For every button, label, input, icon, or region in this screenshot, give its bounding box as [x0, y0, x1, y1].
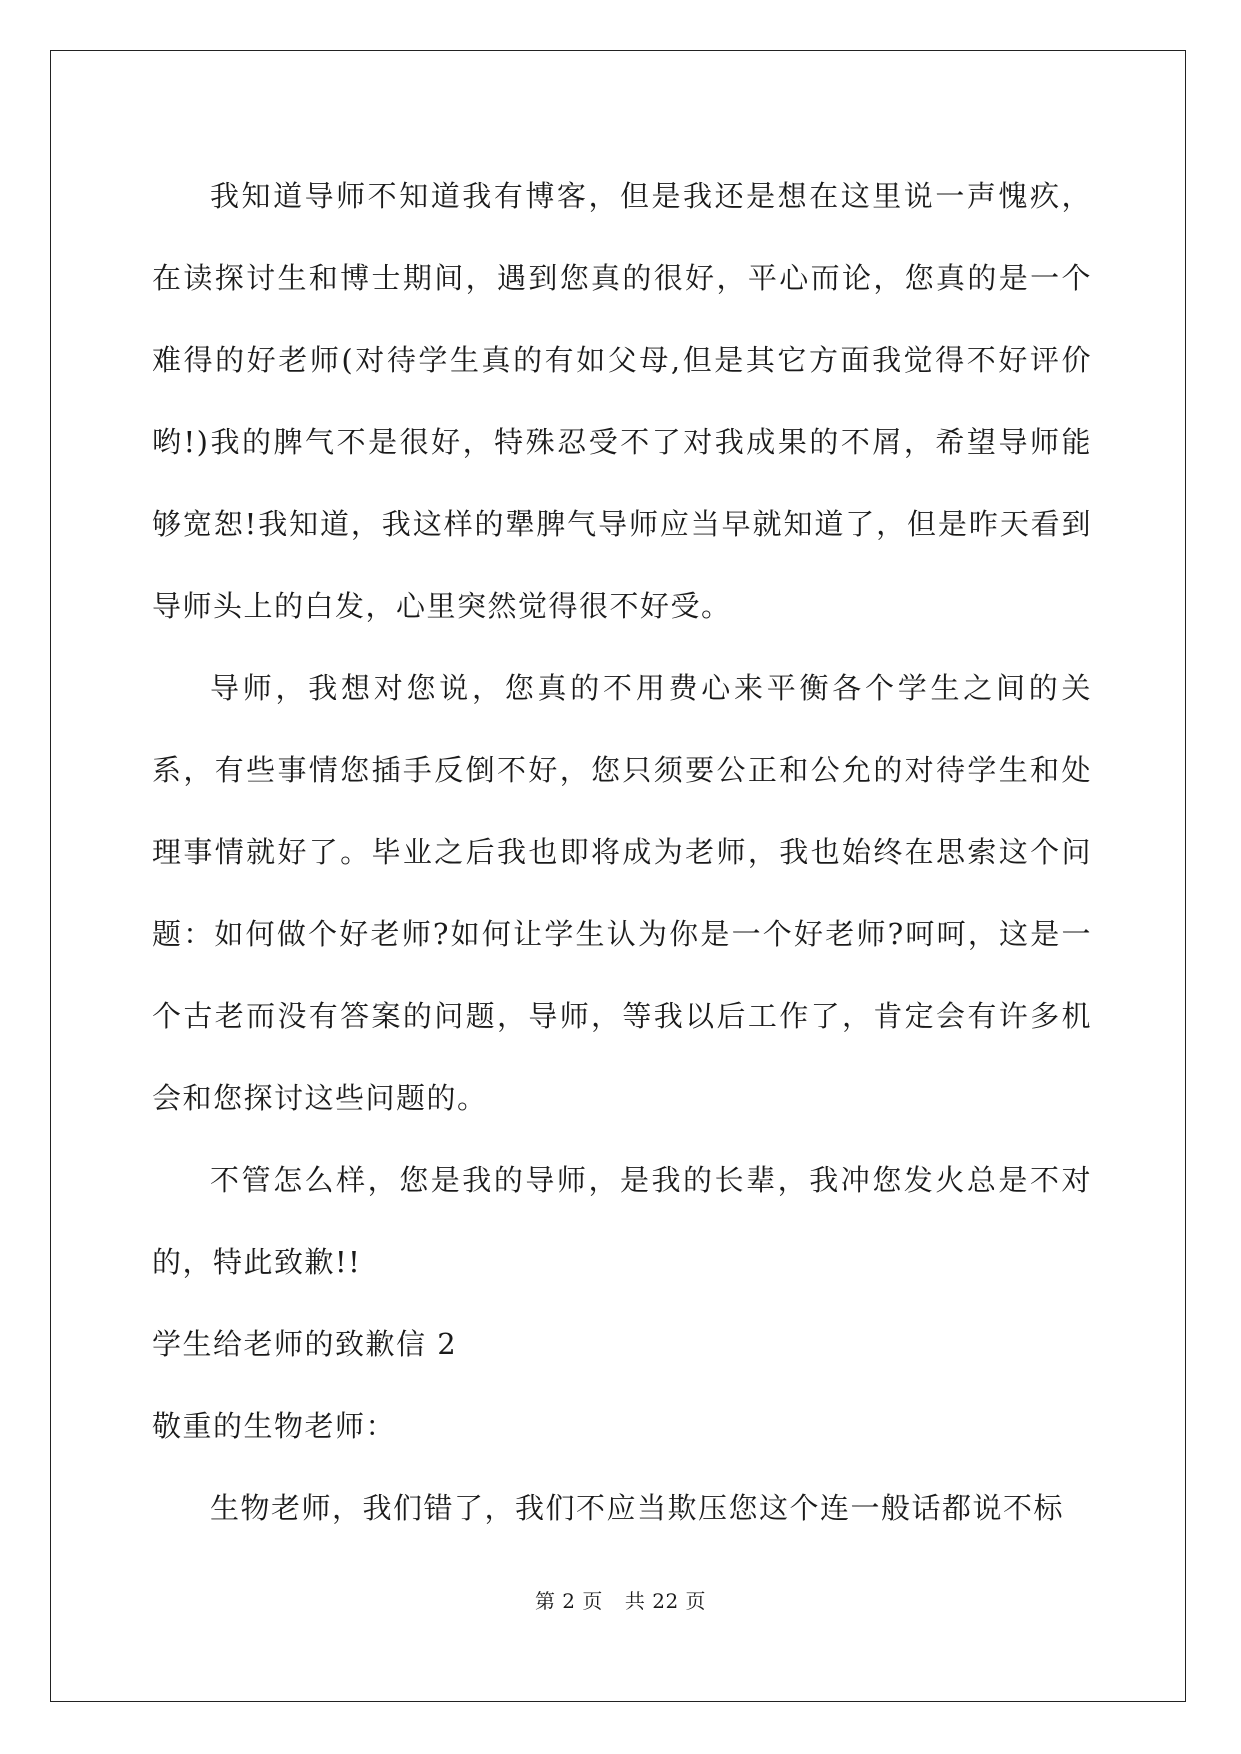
paragraph: 不管怎么样，您是我的导师，是我的长辈，我冲您发火总是不对的，特此致歉!! [152, 1163, 1092, 1279]
letter-heading: 学生给老师的致歉信 2 [152, 1327, 458, 1361]
paragraph: 我知道导师不知道我有博客，但是我还是想在这里说一声愧疚，在读探讨生和博士期间，遇到您真的很好，平心而论，您真的是一个难得的好老师(对待学生真的有如父母,但是其它方面我觉得不好评价哟!)我的脾气不是很好，特殊忍受不了对我成果的不屑，希望导师能够宽恕!我知道，我这样的犟脾气导师应当早就知道了，但是昨天看到导师头上的白发，心里突然觉得很不好受。 [152, 179, 1092, 623]
page-footer [0, 1585, 1241, 1614]
paragraph: 导师，我想对您说，您真的不用费心来平衡各个学生之间的关系，有些事情您插手反倒不好，您只须要公正和公允的对待学生和处理事情就好了。毕业之后我也即将成为老师，我也始终在思索这个问题：如何做个好老师?如何让学生认为你是一个好老师?呵呵，这是一个古老而没有答案的问题，导师，等我以后工作了，肯定会有许多机会和您探讨这些问题的。 [152, 671, 1092, 1115]
paragraph: 生物老师，我们错了，我们不应当欺压您这个连一般话都说不标 [210, 1491, 1065, 1525]
page-total: 共 22 页 [624, 1589, 707, 1613]
document-body [152, 155, 1092, 1549]
salutation: 敬重的生物老师： [152, 1409, 397, 1443]
page-number: 第 2 页 [534, 1589, 603, 1613]
